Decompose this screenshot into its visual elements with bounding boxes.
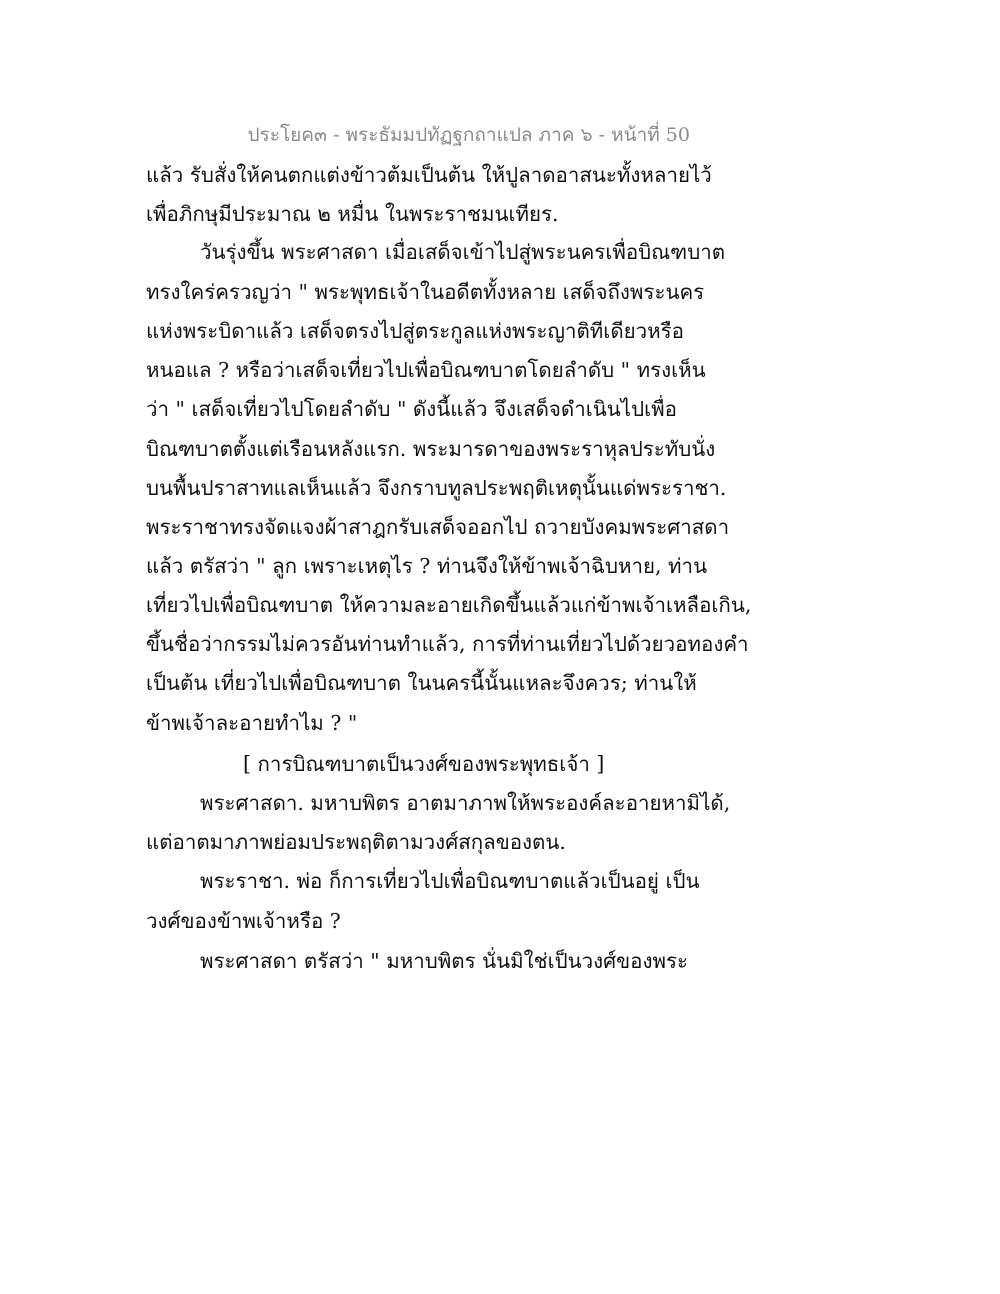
- body-line-2: เพื่อภิกษุมีประมาณ ๒ หมื่น ในพระราชมนเทียร.: [146, 202, 559, 226]
- body-line-11: แล้ว ตรัสว่า " ลูก เพราะเหตุไร ? ท่านจึงให้ข้าพเจ้าฉิบหาย, ท่าน: [146, 554, 708, 578]
- body-line-3: วันรุ่งขึ้น พระศาสดา เมื่อเสด็จเข้าไปสู่พระนครเพื่อบิณฑบาต: [200, 240, 726, 264]
- section-heading: [ การบิณฑบาตเป็นวงศ์ของพระพุทธเจ้า ]: [243, 752, 605, 776]
- body-line-10: พระราชาทรงจัดแจงผ้าสาฎกรับเสด็จออกไป ถวายบังคมพระศาสดา: [146, 515, 730, 539]
- running-header: ประโยค๓ - พระธัมมปทัฏฐกถาแปล ภาค ๖ - หน้าที่ 50: [247, 124, 690, 146]
- body-line-19: พระราชา. พ่อ ก็การเที่ยวไปเพื่อบิณฑบาตแล้วเป็นอยู่ เป็น: [200, 869, 700, 893]
- body-line-4: ทรงใคร่ครวญว่า " พระพุทธเจ้าในอดีตทั้งหลาย เสด็จถึงพระนคร: [146, 280, 705, 304]
- body-line-21: พระศาสดา ตรัสว่า " มหาบพิตร นั่นมิใช่เป็นวงศ์ของพระ: [200, 949, 689, 973]
- body-line-5: แห่งพระบิดาแล้ว เสด็จตรงไปสู่ตระกูลแห่งพระญาติทีเดียวหรือ: [146, 319, 684, 343]
- body-line-1: แล้ว รับสั่งให้คนตกแต่งข้าวต้มเป็นต้น ให้ปูลาดอาสนะทั้งหลายไว้: [146, 163, 712, 187]
- body-line-6: หนอแล ? หรือว่าเสด็จเที่ยวไปเพื่อบิณฑบาตโดยลำดับ " ทรงเห็น: [146, 358, 706, 382]
- body-line-18: แต่อาตมาภาพย่อมประพฤติตามวงศ์สกุลของตน.: [146, 830, 566, 854]
- body-line-9: บนพื้นปราสาทแลเห็นแล้ว จึงกราบทูลประพฤติเหตุนั้นแด่พระราชา.: [146, 476, 727, 500]
- body-line-7: ว่า " เสด็จเที่ยวไปโดยลำดับ " ดังนี้แล้ว จึงเสด็จดำเนินไปเพื่อ: [146, 397, 677, 421]
- body-line-13: ขึ้นชื่อว่ากรรมไม่ควรอันท่านทำแล้ว, การที่ท่านเที่ยวไปด้วยวอทองคำ: [146, 632, 749, 656]
- body-line-12: เที่ยวไปเพื่อบิณฑบาต ให้ความละอายเกิดขึ้นแล้วแก่ข้าพเจ้าเหลือเกิน,: [146, 593, 752, 617]
- body-line-20: วงศ์ของข้าพเจ้าหรือ ?: [146, 909, 341, 933]
- body-line-8: บิณฑบาตตั้งแต่เรือนหลังแรก. พระมารดาของพระราหุลประทับนั่ง: [146, 437, 716, 461]
- body-line-17: พระศาสดา. มหาบพิตร อาตมาภาพให้พระองค์ละอายหามิได้,: [200, 791, 731, 815]
- body-line-14: เป็นต้น เที่ยวไปเพื่อบิณฑบาต ในนครนี้นั้นแหละจึงควร; ท่านให้: [146, 671, 697, 695]
- body-line-15: ข้าพเจ้าละอายทำไม ? ": [146, 711, 358, 735]
